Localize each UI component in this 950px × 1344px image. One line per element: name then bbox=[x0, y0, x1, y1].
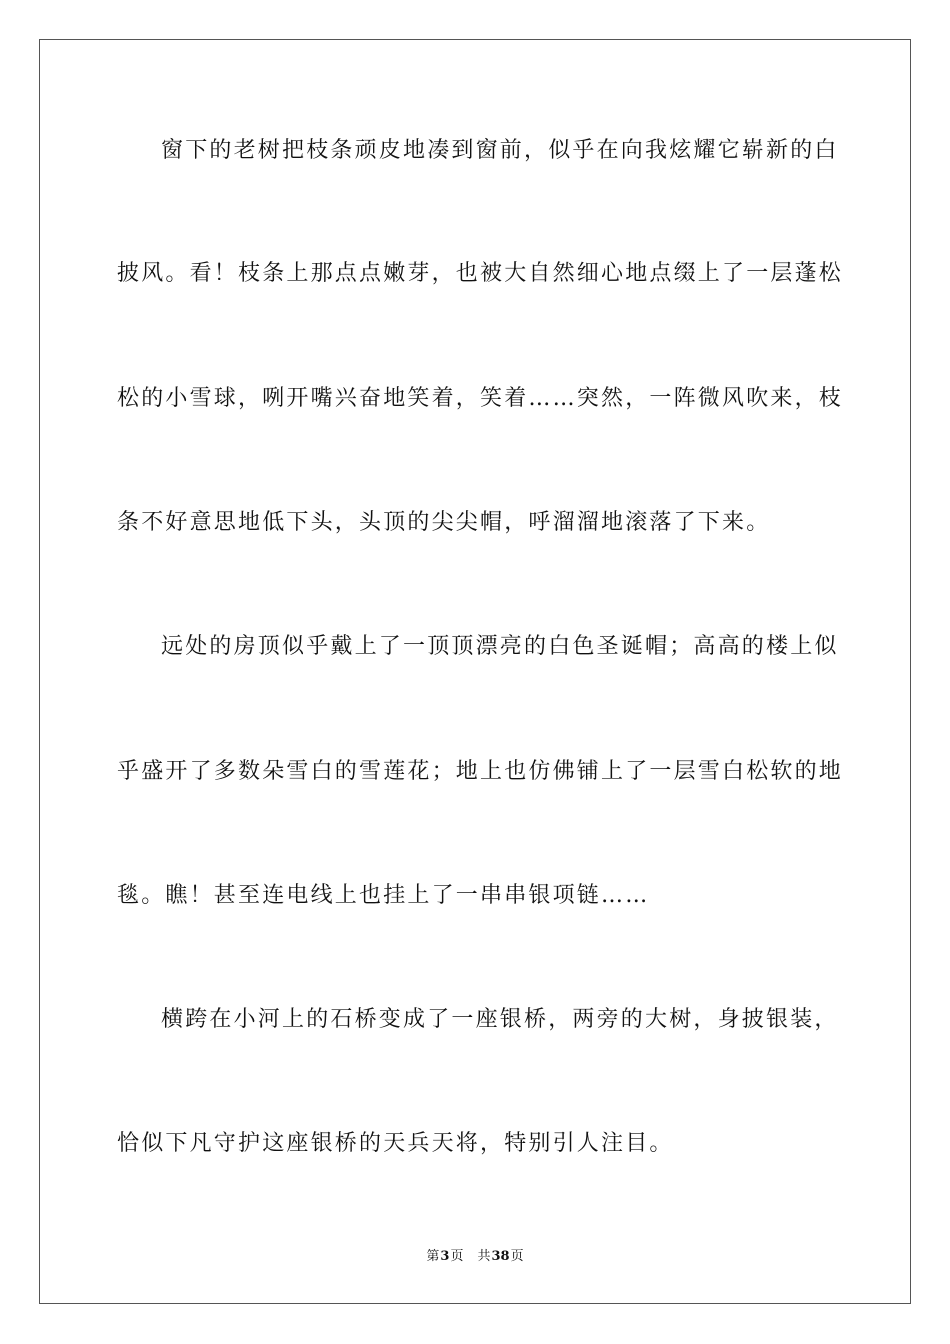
page-prefix: 第 bbox=[426, 1249, 440, 1264]
page-border bbox=[39, 39, 911, 1304]
total-prefix: 共 bbox=[477, 1249, 491, 1264]
page-number: 3 bbox=[440, 1249, 450, 1264]
total-suffix: 页 bbox=[510, 1249, 524, 1264]
page-footer bbox=[0, 1248, 950, 1266]
text-line: 松的小雪球，咧开嘴兴奋地笑着，笑着……突然，一阵微风吹来，枝 bbox=[117, 386, 844, 411]
page-suffix: 页 bbox=[450, 1249, 464, 1264]
text-line: 窗下的老树把枝条顽皮地凑到窗前，似乎在向我炫耀它崭新的白 bbox=[161, 138, 839, 163]
text-line: 条不好意思地低下头，头顶的尖尖帽，呼溜溜地滚落了下来。 bbox=[117, 510, 771, 535]
text-line: 横跨在小河上的石桥变成了一座银桥，两旁的大树，身披银装， bbox=[161, 1007, 839, 1032]
text-line: 远处的房顶似乎戴上了一顶顶漂亮的白色圣诞帽；高高的楼上似 bbox=[161, 634, 839, 659]
text-line: 披风。看！枝条上那点点嫩芽，也被大自然细心地点缀上了一层蓬松 bbox=[117, 261, 844, 286]
text-line: 恰似下凡守护这座银桥的天兵天将，特别引人注目。 bbox=[117, 1131, 674, 1156]
total-pages: 38 bbox=[491, 1249, 510, 1264]
text-line: 乎盛开了多数朵雪白的雪莲花；地上也仿佛铺上了一层雪白松软的地 bbox=[117, 759, 844, 784]
text-line: 毯。瞧！甚至连电线上也挂上了一串串银项链…… bbox=[117, 883, 650, 908]
